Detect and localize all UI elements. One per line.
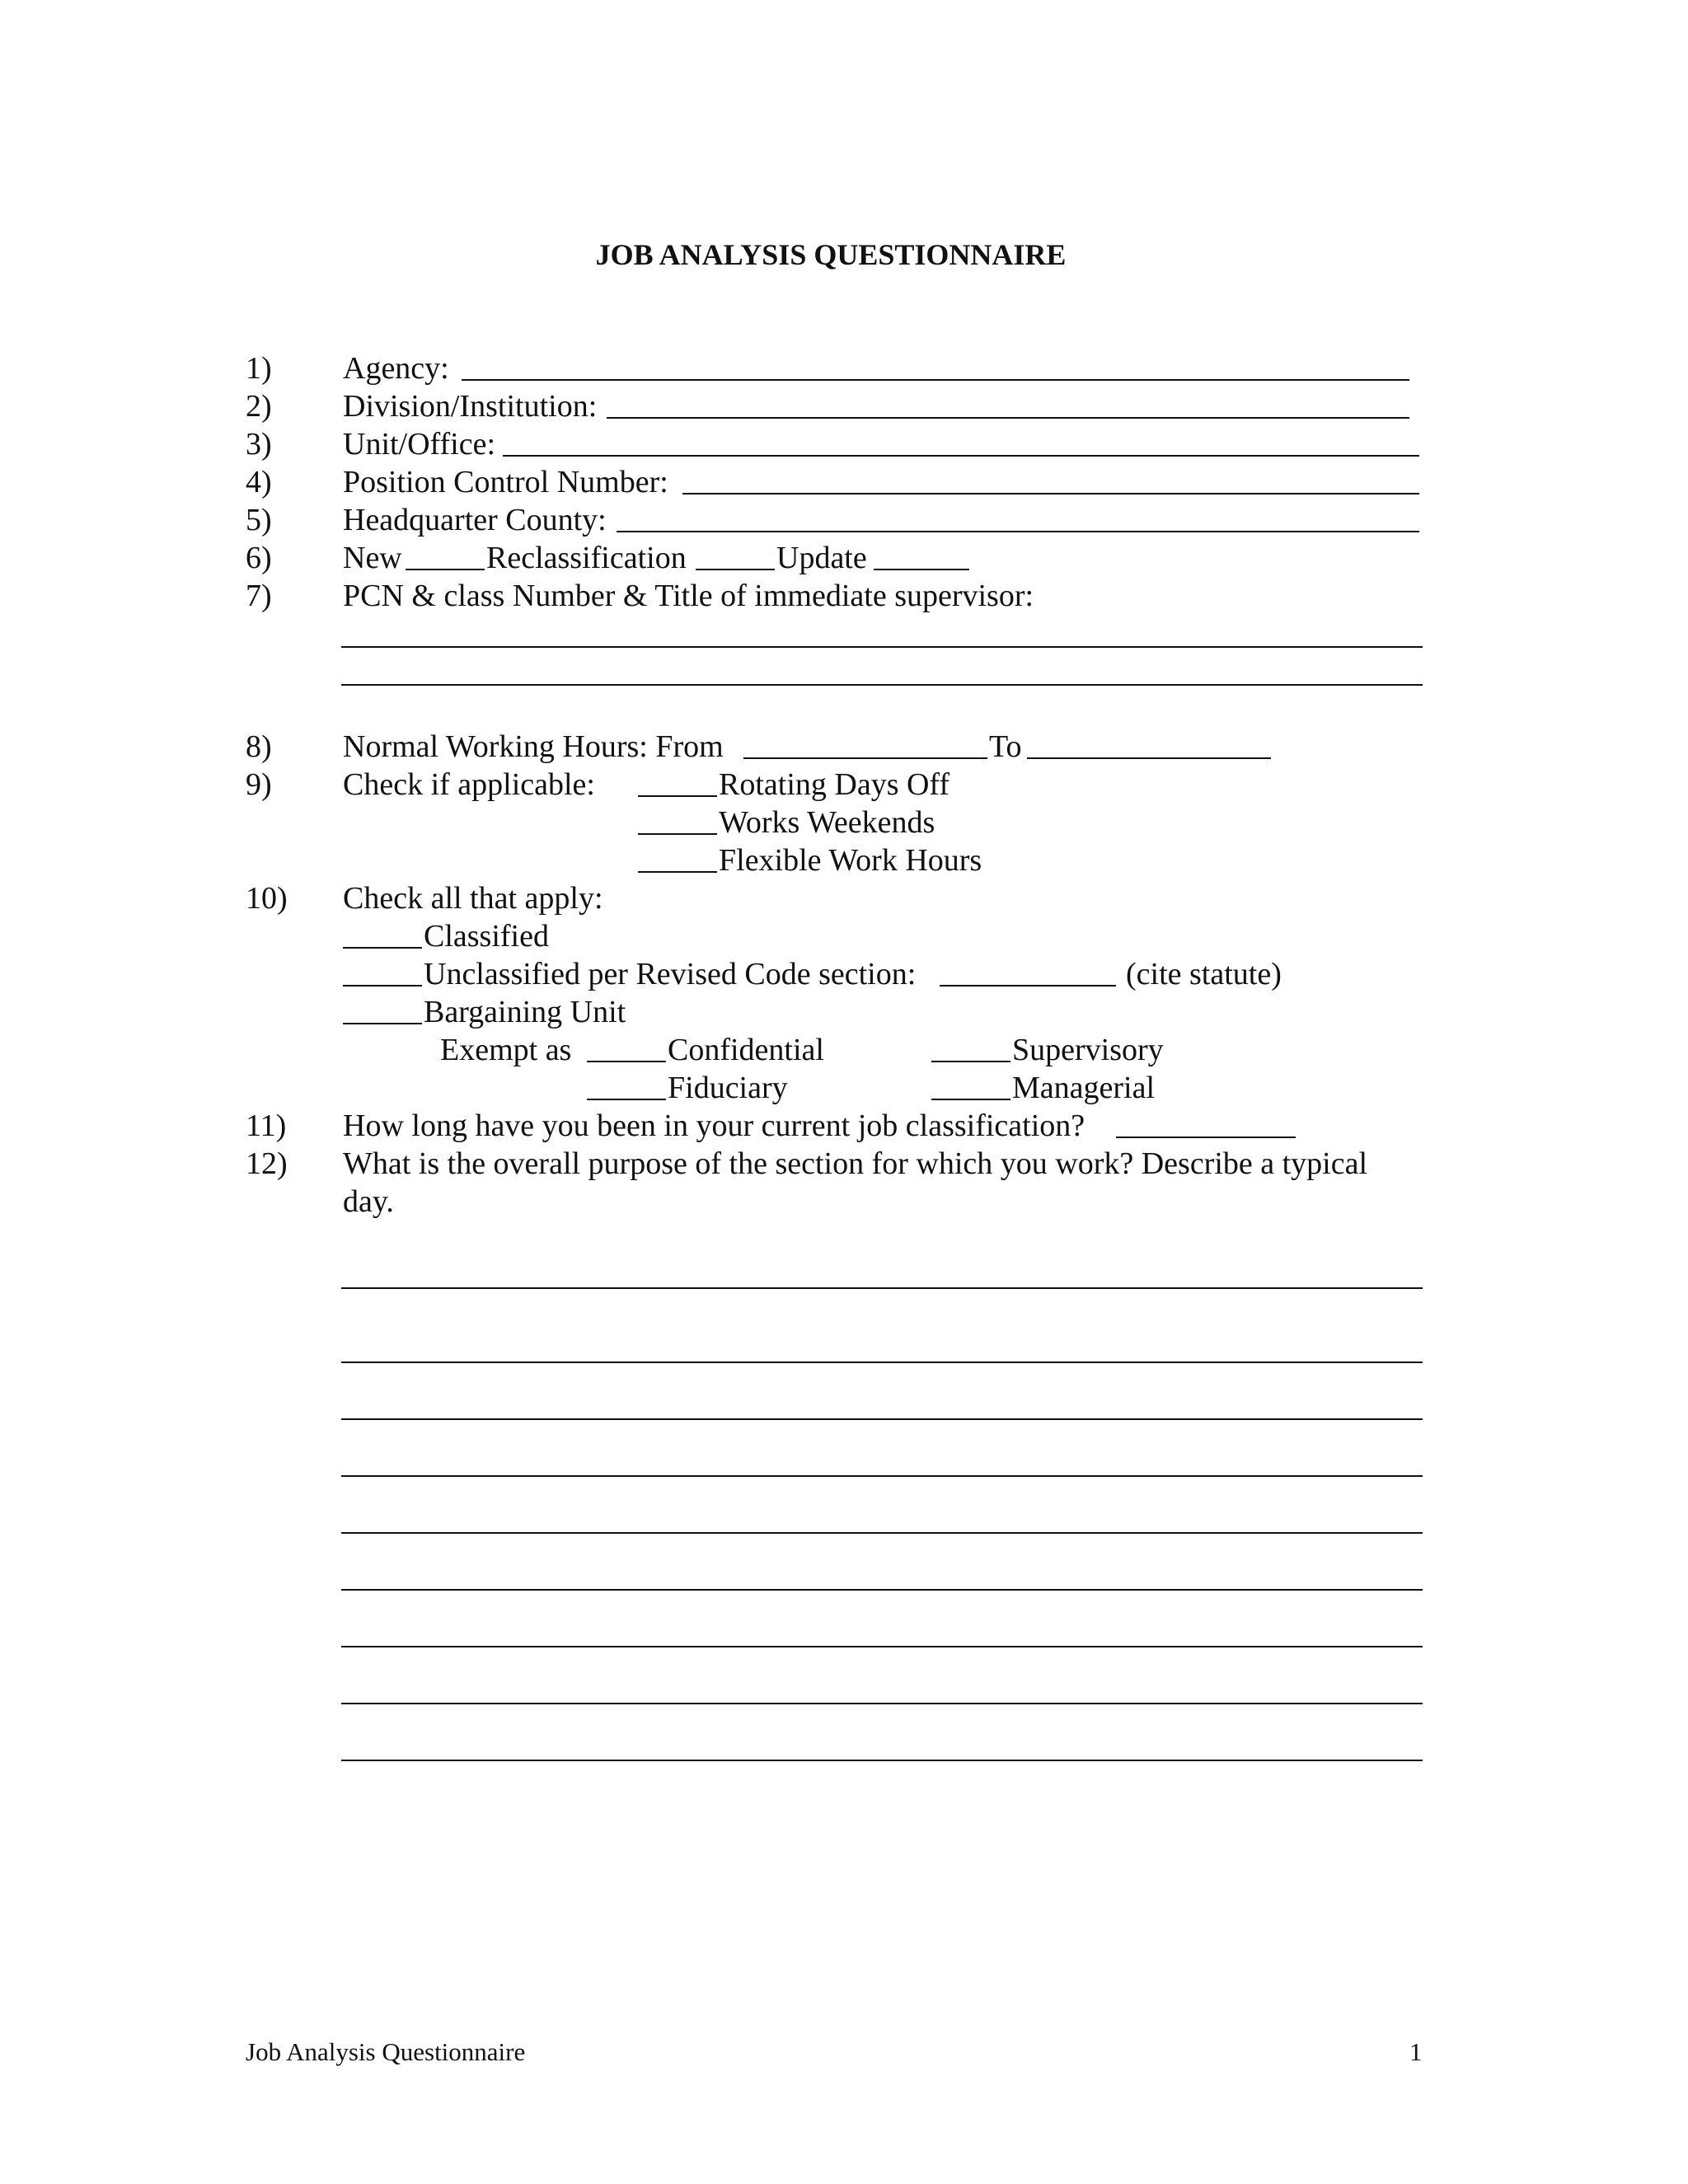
job-classification-duration-field[interactable] [1116,1137,1296,1138]
supervisor-label: PCN & class Number & Title of immediate supervisor: [343,579,1034,613]
position-control-field[interactable] [682,493,1419,494]
supervisory-blank[interactable] [931,1061,1010,1062]
exempt-as-label: Exempt as [440,1033,572,1067]
hq-county-field[interactable] [617,531,1419,532]
answer-line-7[interactable] [341,1646,1423,1647]
answer-line-1[interactable] [341,1287,1423,1289]
works-weekends-blank[interactable] [638,833,717,835]
answer-line-6[interactable] [341,1589,1423,1591]
unit-office-label: Unit/Office: [343,427,496,462]
confidential-blank[interactable] [587,1061,666,1062]
new-label: New [343,541,402,575]
page-title: JOB ANALYSIS QUESTIONNAIRE [595,238,1067,271]
item-number-5: 5) [246,503,272,537]
unit-office-field[interactable] [503,455,1419,457]
working-hours-to-label: To [989,729,1022,764]
managerial-label: Managerial [1012,1071,1156,1105]
job-classification-duration-label: How long have you been in your current job classification? [343,1108,1085,1143]
flexible-work-hours-label: Flexible Work Hours [719,843,982,878]
division-field[interactable] [607,417,1409,419]
rotating-days-off-label: Rotating Days Off [719,767,950,802]
reclassification-label: Reclassification [486,541,687,575]
division-label: Division/Institution: [343,389,598,424]
position-control-label: Position Control Number: [343,465,668,499]
check-all-label: Check all that apply: [343,881,603,916]
unclassified-label: Unclassified per Revised Code section: [424,957,917,991]
update-checkbox-blank[interactable] [874,569,969,570]
answer-line-9[interactable] [341,1760,1423,1761]
answer-line-8[interactable] [341,1703,1423,1704]
fiduciary-blank[interactable] [587,1099,666,1100]
hq-county-label: Headquarter County: [343,503,607,537]
cite-statute-label: (cite statute) [1126,957,1282,991]
confidential-label: Confidential [668,1033,824,1067]
item-number-11: 11) [246,1108,287,1143]
bargaining-unit-label: Bargaining Unit [424,995,626,1029]
supervisory-label: Supervisory [1012,1033,1164,1067]
fiduciary-label: Fiduciary [668,1071,788,1105]
working-hours-from-field[interactable] [743,757,987,759]
item-number-2: 2) [246,389,272,424]
classified-blank[interactable] [343,947,422,949]
rotating-days-off-blank[interactable] [638,795,717,797]
item-number-3: 3) [246,427,272,462]
item-number-10: 10) [246,881,288,916]
working-hours-from-label: Normal Working Hours: From [343,729,724,764]
managerial-blank[interactable] [931,1099,1010,1100]
item-number-9: 9) [246,767,272,802]
page-number: 1 [1409,2037,1423,2066]
unclassified-blank[interactable] [343,985,422,987]
answer-line-4[interactable] [341,1475,1423,1477]
reclassification-checkbox-blank[interactable] [696,569,775,570]
item-number-7: 7) [246,579,272,613]
agency-field[interactable] [462,379,1409,381]
works-weekends-label: Works Weekends [719,805,935,840]
answer-line-5[interactable] [341,1532,1423,1534]
classified-label: Classified [424,919,549,954]
update-label: Update [776,541,867,575]
item-number-8: 8) [246,729,272,764]
section-purpose-label: What is the overall purpose of the section for which you work? Describe a typical [343,1146,1368,1181]
item-number-4: 4) [246,465,272,499]
bargaining-unit-blank[interactable] [343,1023,422,1024]
check-if-applicable-label: Check if applicable: [343,767,595,802]
new-checkbox-blank[interactable] [406,569,485,570]
item-number-6: 6) [246,541,272,575]
working-hours-to-field[interactable] [1027,757,1271,759]
item-number-1: 1) [246,351,272,386]
footer-title: Job Analysis Questionnaire [246,2037,526,2066]
supervisor-field-line-2[interactable] [341,684,1423,686]
agency-label: Agency: [343,351,449,386]
item-number-12: 12) [246,1146,288,1181]
answer-line-2[interactable] [341,1361,1423,1363]
code-section-field[interactable] [940,985,1116,987]
flexible-work-hours-blank[interactable] [638,871,717,873]
section-purpose-label-continued: day. [343,1184,394,1219]
answer-line-3[interactable] [341,1418,1423,1420]
supervisor-field-line-1[interactable] [341,646,1423,648]
